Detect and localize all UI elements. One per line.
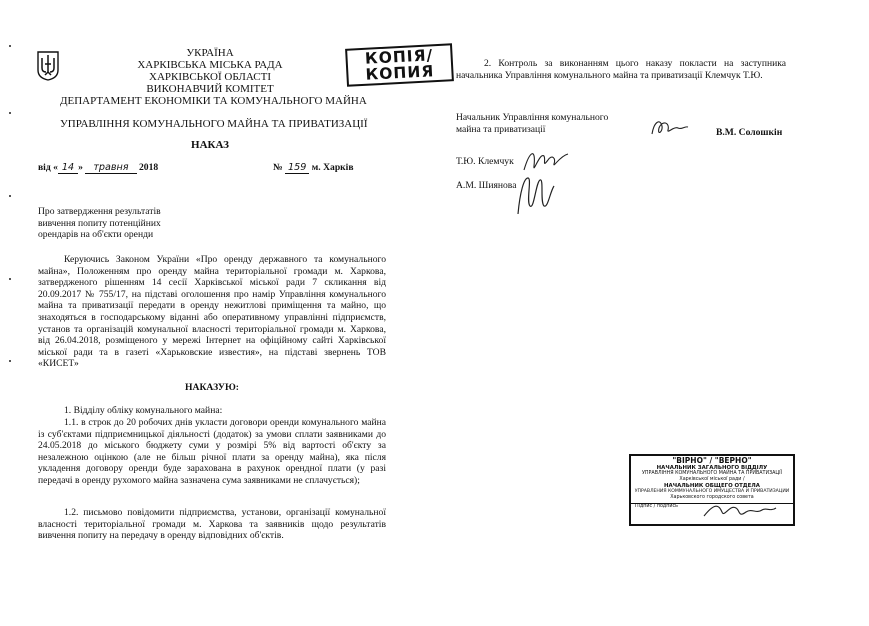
scan-mark <box>9 278 11 280</box>
date-month: травня <box>85 162 136 174</box>
order-heading: НАКАЗУЮ: <box>185 382 239 393</box>
approver-2-signature-icon <box>510 172 558 220</box>
item-1-2: 1.2. письмово повідомити підприємства, установи, організації комунальної власності територіальної громади м. Харкова та заявників щодо результатів вивчення попиту на передачу в оренду відповідних об'єктів. <box>38 507 386 542</box>
header-directorate: УПРАВЛІННЯ КОМУНАЛЬНОГО МАЙНА ТА ПРИВАТИЗАЦІЇ <box>60 118 368 130</box>
date-year: 2018 <box>139 162 159 173</box>
stamp-line-4: Харківської міської ради / <box>679 477 745 482</box>
preamble: Керуючись Законом України «Про оренду державного та комунального майна», Положенням про оренду майна територіальної громади м. Харкова, затвердженого рішенням 14 сесії Харківської міської ради 7 скликання від 20.09.2017 № 755/17, на підставі оголошення про намір Управління комунального майна та приватизації передати в оренду нежитлові приміщення та майно, що знаходяться в господарському віданні або оперативному управлінні підприємств, установ та організацій комунальної власності територіальної громади м. Харкова, від 26.04.2018, розміщеного у мережі Інтернет на офіційному сайті Харківської міської ради та в газеті «Харьковские известия», на підставі звернень ТОВ «КИСЕТ» <box>38 254 386 370</box>
scan-mark <box>9 195 11 197</box>
stamp-line-2: НАЧАЛЬНИК ЗАГАЛЬНОГО ВІДДІЛУ <box>656 465 768 471</box>
stamp-signature-icon <box>700 498 780 524</box>
stamp-line-1: "ВІРНО" / "ВЕРНО" <box>672 456 752 465</box>
header-council: ХАРКІВСЬКА МІСЬКА РАДА <box>137 59 283 71</box>
header <box>60 47 367 107</box>
head-title: Начальник Управління комунального майна та приватизації <box>456 112 609 135</box>
header-country: УКРАЇНА <box>186 47 234 59</box>
order-subject: Про затвердження результатів вивчення попиту потенційних орендарів на об'єкти оренди <box>38 206 161 241</box>
approver-1: Т.Ю. Клемчук <box>456 156 514 167</box>
stamp-line-6: УПРАВЛЕНИЯ КОММУНАЛЬНОГО ИМУЩЕСТВА И ПРИВАТИЗАЦИИ <box>634 489 790 494</box>
date-day: 14 <box>58 162 78 174</box>
item-2: 2. Контроль за виконанням цього наказу покласти на заступника начальника Управління комунального майна та приватизації Клемчук Т.Ю. <box>456 58 786 81</box>
order-place: м. Харків <box>311 162 354 173</box>
item-1-1: 1.1. в строк до 20 робочих днів укласти договори оренди комунального майна із суб'єктами підприємницької діяльності (додаток) за умови сплати заявниками до 24.05.2018 до міського бюджету суми у розмірі 5% від вартості об'єкту за незалежною оцінкою (але не більш річної плати за оренду майна), яка після укладення договору оренди буде зарахована в рахунок орендної плати (у разі передачі в оренду рухомого майна зазначена сума заявниками не сплачується); <box>38 417 386 486</box>
scan-mark <box>9 112 11 114</box>
approver-2: А.М. Шиянова <box>456 180 517 191</box>
order-date <box>38 162 158 174</box>
stamp-line-8: Підпис / подпись <box>631 503 793 510</box>
header-department: ДЕПАРТАМЕНТ ЕКОНОМІКИ ТА КОМУНАЛЬНОГО МАЙНА <box>60 95 367 107</box>
head-signature-icon <box>648 116 692 140</box>
number-prefix: № <box>273 162 283 173</box>
header-committee: ВИКОНАВЧИЙ КОМІТЕТ <box>146 83 274 95</box>
coat-of-arms-icon <box>37 51 59 81</box>
order-title: НАКАЗ <box>191 139 229 151</box>
head-name: В.М. Солошкін <box>716 127 783 138</box>
copy-stamp <box>345 43 454 87</box>
stamp-line-3: УПРАВЛІННЯ КОМУНАЛЬНОГО МАЙНА ТА ПРИВАТИЗАЦІЇ <box>642 471 782 476</box>
header-region: ХАРКІВСЬКОЇ ОБЛАСТІ <box>149 71 271 83</box>
date-mid: » <box>78 162 83 173</box>
order-number <box>273 162 354 174</box>
item-1: 1. Відділу обліку комунального майна: <box>64 405 223 416</box>
copy-stamp-text: КОПІЯ/ КОПИЯ <box>364 46 435 84</box>
scan-mark <box>9 360 11 362</box>
number-value: 159 <box>285 162 309 174</box>
stamp-line-7: Харьковского городского совета <box>670 495 754 500</box>
scan-mark <box>9 45 11 47</box>
stamp-line-5: НАЧАЛЬНИК ОБЩЕГО ОТДЕЛА <box>664 483 760 489</box>
date-prefix: від « <box>38 162 58 173</box>
